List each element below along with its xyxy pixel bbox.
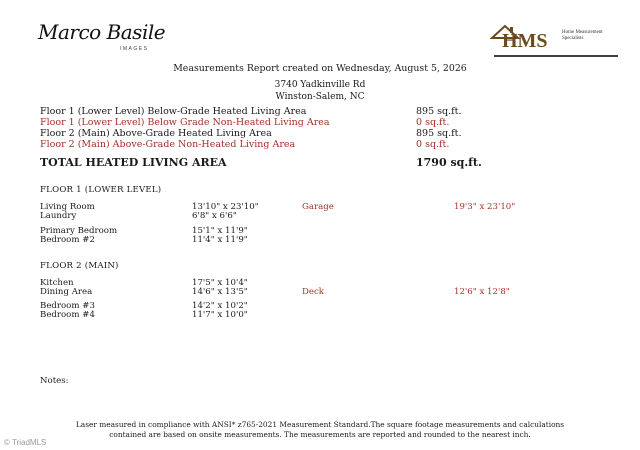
hms-logo xyxy=(478,24,618,60)
hms-divider xyxy=(494,55,618,57)
notes-label: Notes: xyxy=(40,376,69,386)
summary-value-2: 0 sq.ft. xyxy=(416,117,450,128)
summary-value-1: 895 sq.ft. xyxy=(416,106,462,117)
room-name: Laundry xyxy=(40,211,77,221)
footer-line-1: Laser measured in compliance with ANSI* z765-2021 Measurement Standard.The square footage measurements and calculations xyxy=(75,420,565,429)
hms-sub-text: Home Measurement Specialists xyxy=(562,30,603,41)
floor1-heading: FLOOR 1 (LOWER LEVEL) xyxy=(40,185,162,195)
summary-label-3: Floor 2 (Main) Above-Grade Heated Living Area xyxy=(40,128,272,139)
footer-line-2: contained are based on onsite measurements. The measurements are reported and rounded to the nearest inch. xyxy=(109,430,531,439)
address-line-1: 3740 Yadkinville Rd xyxy=(274,80,366,90)
room-name: Bedroom #2 xyxy=(40,235,95,245)
room-dims: 14'6" x 13'5" xyxy=(192,287,248,297)
room-dims: 15'1" x 11'9" xyxy=(192,226,248,236)
room-dims: 11'7" x 10'0" xyxy=(192,310,248,320)
room-name: Bedroom #3 xyxy=(40,301,95,311)
room-name: Primary Bedroom xyxy=(40,226,118,236)
logo-script-text: Marco Basile xyxy=(38,20,166,44)
room-name: Dining Area xyxy=(40,287,93,297)
room-dims: 17'5" x 10'4" xyxy=(192,278,248,288)
summary-label-4: Floor 2 (Main) Above-Grade Non-Heated Living Area xyxy=(40,139,296,150)
deck-dims: 12'6" x 12'8" xyxy=(454,287,510,297)
floor2-heading: FLOOR 2 (MAIN) xyxy=(40,261,119,271)
address-line-2: Winston-Salem, NC xyxy=(275,92,365,102)
marco-basile-logo xyxy=(38,18,178,60)
room-name: Kitchen xyxy=(40,278,74,288)
hms-mark: HMS xyxy=(502,30,548,52)
room-dims: 14'2" x 10'2" xyxy=(192,301,248,311)
room-dims: 11'4" x 11'9" xyxy=(192,235,248,245)
room-name: Living Room xyxy=(40,202,95,212)
room-dims: 13'10" x 23'10" xyxy=(192,202,259,212)
total-value: 1790 sq.ft. xyxy=(416,156,482,169)
report-title: Measurements Report created on Wednesday, August 5, 2026 xyxy=(173,63,467,74)
summary-label-1: Floor 1 (Lower Level) Below-Grade Heated Living Area xyxy=(40,106,307,117)
summary-value-3: 895 sq.ft. xyxy=(416,128,462,139)
room-name: Bedroom #4 xyxy=(40,310,95,320)
room-dims: 6'8" x 6'6" xyxy=(192,211,237,221)
garage-dims: 19'3" x 23'10" xyxy=(454,202,516,212)
logo-sub-text: IMAGES xyxy=(120,46,149,52)
garage-name: Garage xyxy=(302,202,334,212)
mls-watermark: © TriadMLS xyxy=(4,438,47,447)
total-label: TOTAL HEATED LIVING AREA xyxy=(40,156,227,169)
summary-value-4: 0 sq.ft. xyxy=(416,139,450,150)
deck-name: Deck xyxy=(302,287,324,297)
summary-label-2: Floor 1 (Lower Level) Below Grade Non-Heated Living Area xyxy=(40,117,330,128)
